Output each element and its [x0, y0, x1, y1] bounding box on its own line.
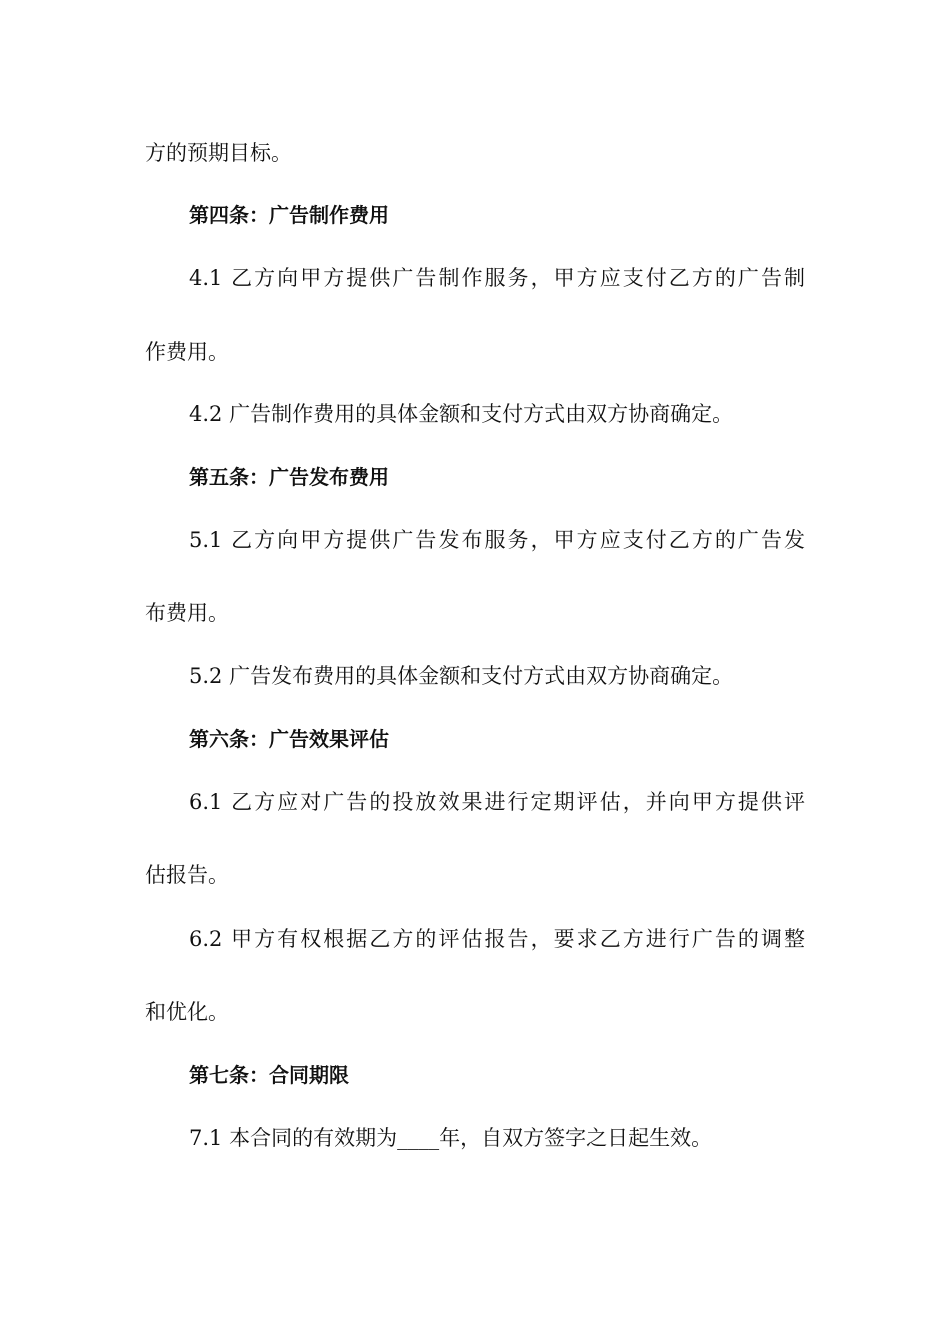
- clause-7-1: 7.1 本合同的有效期为____年，自双方签字之日起生效。: [189, 1126, 713, 1150]
- clause-5-1-line-2: 布费用。: [145, 601, 229, 625]
- paragraph-continuation: 方的预期目标。: [145, 141, 292, 165]
- article-5-heading: 第五条：广告发布费用: [189, 465, 389, 489]
- clause-6-2-line-2: 和优化。: [145, 1000, 229, 1024]
- clause-4-1-line-1: 4.1 乙方向甲方提供广告制作服务，甲方应支付乙方的广告制: [189, 266, 805, 290]
- clause-5-1-line-1: 5.1 乙方向甲方提供广告发布服务，甲方应支付乙方的广告发: [189, 528, 805, 552]
- clause-6-2-line-1: 6.2 甲方有权根据乙方的评估报告，要求乙方进行广告的调整: [189, 927, 805, 951]
- clause-5-2: 5.2 广告发布费用的具体金额和支付方式由双方协商确定。: [189, 664, 734, 688]
- article-7-heading: 第七条：合同期限: [189, 1063, 349, 1087]
- clause-4-1-line-2: 作费用。: [145, 340, 229, 364]
- clause-4-2: 4.2 广告制作费用的具体金额和支付方式由双方协商确定。: [189, 402, 734, 426]
- article-4-heading: 第四条：广告制作费用: [189, 203, 389, 227]
- article-6-heading: 第六条：广告效果评估: [189, 727, 389, 751]
- clause-6-1-line-2: 估报告。: [145, 863, 229, 887]
- clause-6-1-line-1: 6.1 乙方应对广告的投放效果进行定期评估，并向甲方提供评: [189, 790, 805, 814]
